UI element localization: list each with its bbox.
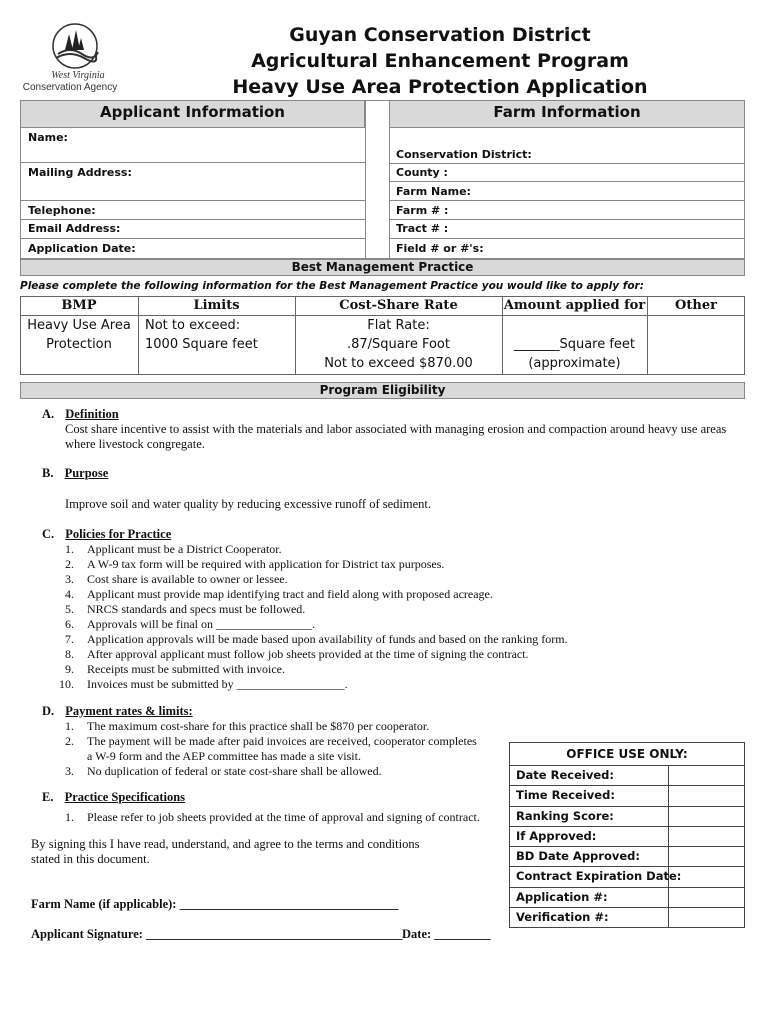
office-row-label: Date Received: [510,766,669,785]
office-row [510,887,744,907]
bmp-col-header-other: Other [675,298,717,313]
section-b-text: Improve soil and water quality by reducing excessive runoff of sediment. [65,497,431,511]
office-row-label: Contract Expiration Date: [510,867,669,886]
farm-conservation-district-field[interactable]: Conservation District: [396,148,532,161]
bmp-cell-rate [295,316,502,373]
section-c-title: Policies for Practice [65,527,172,541]
section-a-text: Cost share incentive to assist with the materials and labor associated with managing erosion and compaction around heavy use areas where livestock congregate. [65,422,727,451]
bmp-cell-limits [145,316,295,354]
farm-county-field[interactable]: County : [396,166,448,179]
applicant-email-field[interactable]: Email Address: [28,222,121,235]
office-row-value[interactable] [669,766,744,785]
section-a-heading [42,407,119,422]
logo-line-1: West Virginia [51,70,105,81]
list-item: 6. Approvals will be final on ________________. [65,617,315,631]
applicant-name-field[interactable]: Name: [28,131,68,144]
bmp-rate-line: .87/Square Foot [347,337,450,352]
section-c-label: C. [42,527,55,541]
list-item: 1. Please refer to job sheets provided at the time of approval and signing of contract. [65,810,480,824]
list-item: 1. Applicant must be a District Cooperator. [65,542,282,556]
title-district: Guyan Conservation District [289,24,591,46]
section-b-label: B. [42,466,54,480]
bmp-col-header-amount: Amount applied for [503,298,646,313]
list-item: 2. A W-9 tax form will be required with application for District tax purposes. [65,557,445,571]
section-c-list [59,542,568,692]
applicant-signature-field[interactable]: Applicant Signature: _________________________________________ [31,927,403,941]
title-application: Heavy Use Area Protection Application [232,76,648,98]
applicant-date-field[interactable]: Application Date: [28,242,136,255]
farm-tract-field[interactable]: Tract # : [396,222,449,235]
section-e-label: E. [42,790,54,804]
bmp-practice-line: Protection [46,337,112,352]
bmp-cell-amount[interactable] [502,335,647,373]
office-row-label: Ranking Score: [510,807,669,826]
office-row-value[interactable] [669,867,744,886]
office-row-label: If Approved: [510,827,669,846]
farm-number-field[interactable]: Farm # : [396,204,449,217]
section-d-list [65,719,477,779]
office-row-value[interactable] [669,908,744,927]
list-item: 2. The payment will be made after paid invoices are received, cooperator completes [65,734,477,748]
wv-conservation-agency-logo [20,20,120,95]
office-row [510,907,744,927]
office-row [510,765,744,785]
bmp-amount-line: (approximate) [528,356,621,371]
bmp-cell-other[interactable] [648,316,744,374]
office-row [510,826,744,846]
section-e-title: Practice Specifications [64,790,186,804]
section-e-heading [42,790,185,805]
office-row [510,846,744,866]
bmp-practice-line: Heavy Use Area [27,318,131,333]
section-e-list [65,810,480,825]
bmp-col-header-bmp: BMP [61,298,97,313]
bmp-rate-line: Not to exceed $870.00 [324,356,473,371]
applicant-mailing-address-field[interactable]: Mailing Address: [28,166,132,179]
section-a-title: Definition [65,407,119,421]
bmp-col-header-limits: Limits [193,298,240,313]
office-row-value[interactable] [669,786,744,805]
agreement-line-1: By signing this I have read, understand, and agree to the terms and conditions [31,837,420,851]
bmp-col-header-rate: Cost-Share Rate [339,298,458,313]
bmp-limits-line: Not to exceed: [145,318,241,333]
list-item: 7. Application approvals will be made based upon availability of funds and based on the ranking form. [65,632,568,646]
list-item: 3. No duplication of federal or state cost-share shall be allowed. [65,764,382,778]
office-row-value[interactable] [669,847,744,866]
applicant-info-heading: Applicant Information [20,100,365,128]
bmp-heading: Best Management Practice [20,259,745,276]
office-row [510,806,744,826]
office-row-value[interactable] [669,827,744,846]
list-item: 1. The maximum cost-share for this practice shall be $870 per cooperator. [65,719,430,733]
list-item: 10. Invoices must be submitted by __________________. [59,677,348,691]
list-item: 8. After approval applicant must follow job sheets provided at the time of signing the contract. [65,647,529,661]
bmp-instruction-note: Please complete the following information for the Best Management Practice you would like to apply for: [20,280,644,292]
office-row-label: BD Date Approved: [510,847,669,866]
office-row-value[interactable] [669,888,744,907]
office-use-box [509,742,745,928]
office-row-label: Verification #: [510,908,669,927]
list-item: a W-9 form and the AEP committee has made a site visit. [87,749,361,763]
section-d-title: Payment rates & limits: [65,704,193,718]
office-row [510,866,744,886]
section-d-label: D. [42,704,55,718]
title-program: Agricultural Enhancement Program [251,50,629,72]
list-item: 9. Receipts must be submitted with invoice. [65,662,285,676]
section-d-heading [42,704,193,719]
farm-name-signature-field[interactable]: Farm Name (if applicable): ___________________________________ [31,897,399,911]
farm-field-number-field[interactable]: Field # or #'s: [396,242,484,255]
office-row-label: Time Received: [510,786,669,805]
logo-line-2: Conservation Agency [22,82,118,93]
farm-name-field[interactable]: Farm Name: [396,185,471,198]
section-c-heading [42,527,171,542]
bmp-limits-line: 1000 Square feet [145,337,258,352]
office-row-label: Application #: [510,888,669,907]
applicant-telephone-field[interactable]: Telephone: [28,204,96,217]
farm-info-heading: Farm Information [389,100,745,128]
agreement-line-2: stated in this document. [31,852,150,866]
signature-date-field[interactable]: Date: _________ [402,927,491,941]
section-a-label: A. [42,407,55,421]
list-item: 4. Applicant must provide map identifying tract and field along with proposed acreage. [65,587,493,601]
office-row-value[interactable] [669,807,744,826]
office-use-title: OFFICE USE ONLY: [566,747,688,761]
list-item: 5. NRCS standards and specs must be followed. [65,602,306,616]
bmp-amount-line: _______Square feet [513,337,636,352]
section-b-title: Purpose [64,466,109,480]
bmp-rate-line: Flat Rate: [367,318,430,333]
bmp-cell-practice [20,316,138,354]
eligibility-heading: Program Eligibility [20,382,745,399]
section-b-heading [42,466,108,481]
list-item: 3. Cost share is available to owner or lessee. [65,572,288,586]
office-row [510,785,744,805]
